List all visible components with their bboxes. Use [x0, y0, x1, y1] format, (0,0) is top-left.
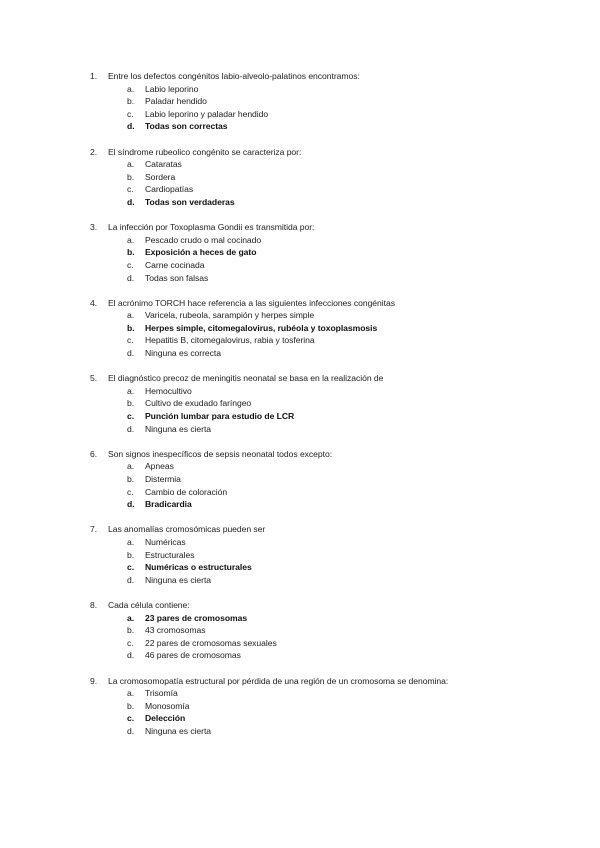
- question-item: [90, 599, 570, 662]
- question-text: El diagnóstico precoz de meningitis neonatal se basa en la realización de: [108, 373, 384, 384]
- option-text: Distermia: [145, 474, 181, 484]
- answer-option: [90, 397, 570, 410]
- option-text: Herpes simple, citomegalovirus, rubéola y toxoplasmosis: [145, 322, 378, 333]
- option-letter: b.: [127, 625, 135, 636]
- option-text: Todas son falsas: [145, 272, 209, 283]
- question-line: [90, 70, 570, 83]
- option-text: Delección: [145, 713, 186, 724]
- option-letter: a.: [127, 612, 135, 623]
- option-text: Cataratas: [145, 159, 182, 170]
- question-text: El acrónimo TORCH hace referencia a las siguientes infecciones congénitas: [108, 297, 395, 308]
- answer-option-correct: [90, 246, 570, 259]
- option-letter: c.: [127, 184, 134, 195]
- option-letter: a.: [127, 688, 135, 699]
- answer-option-correct: [90, 410, 570, 423]
- answer-option-correct: [90, 498, 570, 511]
- option-letter: d.: [127, 725, 135, 736]
- option-text: Ninguna es correcta: [145, 348, 221, 359]
- question-list: [90, 70, 570, 750]
- answer-option: [90, 549, 570, 562]
- option-text: 23 pares de cromosomas: [145, 612, 248, 623]
- question-text: La cromosomopatía estructural por pérdida de una región de un cromosoma se denomina:: [108, 675, 449, 686]
- answer-option: [90, 158, 570, 171]
- option-text: Cardiopatías: [145, 184, 194, 195]
- option-letter: d.: [127, 348, 135, 359]
- option-text: Carne cocinada: [145, 259, 205, 270]
- option-letter: d.: [127, 423, 135, 434]
- question-text: Entre los defectos congénitos labio-alveolo-palatinos encontramos:: [108, 71, 360, 81]
- option-text: Punción lumbar para estudio de LCR: [145, 411, 295, 422]
- question-text: Las anomalías cromosómicas pueden ser: [108, 524, 266, 535]
- answer-option: [90, 83, 570, 96]
- option-letter: a.: [127, 536, 135, 547]
- option-text: Pescado crudo o mal cocinado: [145, 234, 262, 245]
- option-letter: c.: [127, 562, 135, 573]
- option-letter: a.: [127, 159, 135, 170]
- answer-option: [90, 624, 570, 637]
- option-letter: b.: [127, 474, 135, 484]
- answer-option: [90, 649, 570, 662]
- option-letter: d.: [127, 650, 135, 661]
- option-letter: b.: [127, 247, 135, 258]
- answer-option: [90, 95, 570, 108]
- question-line: [90, 448, 570, 461]
- answer-option: [90, 259, 570, 272]
- option-letter: d.: [127, 121, 135, 132]
- option-text: Todas son correctas: [145, 121, 228, 132]
- question-number: 6.: [90, 448, 98, 459]
- option-text: 43 cromosomas: [145, 625, 206, 636]
- question-text: Cada célula contiene:: [108, 599, 190, 610]
- answer-option: [90, 637, 570, 650]
- answer-option-correct: [90, 612, 570, 625]
- option-text: Monosomía: [145, 700, 190, 711]
- answer-option: [90, 347, 570, 360]
- question-line: [90, 675, 570, 688]
- option-text: Exposición a heces de gato: [145, 247, 257, 258]
- question-number: 8.: [90, 599, 98, 610]
- option-letter: a.: [127, 461, 135, 472]
- answer-option: [90, 687, 570, 700]
- option-text: Bradicardia: [145, 499, 192, 510]
- question-item: [90, 70, 570, 133]
- question-number: 1.: [90, 71, 98, 81]
- question-number: 3.: [90, 222, 98, 233]
- option-letter: b.: [127, 700, 135, 711]
- question-line: [90, 523, 570, 536]
- question-line: [90, 297, 570, 310]
- option-letter: d.: [127, 574, 135, 585]
- answer-option: [90, 700, 570, 713]
- answer-option: [90, 536, 570, 549]
- answer-option-correct: [90, 120, 570, 133]
- answer-option: [90, 473, 570, 486]
- answer-option: [90, 725, 570, 738]
- question-text: El síndrome rubeolico congénito se caracteriza por:: [108, 146, 302, 157]
- option-text: Apneas: [145, 461, 174, 472]
- question-number: 2.: [90, 146, 98, 157]
- option-text: Labio leporino: [145, 83, 199, 94]
- answer-option-correct: [90, 322, 570, 335]
- option-letter: c.: [127, 108, 134, 119]
- option-text: Ninguna es cierta: [145, 574, 212, 585]
- answer-option: [90, 309, 570, 322]
- answer-option: [90, 183, 570, 196]
- answer-option: [90, 460, 570, 473]
- option-letter: b.: [127, 322, 135, 333]
- question-number: 7.: [90, 524, 98, 535]
- option-letter: d.: [127, 196, 135, 207]
- option-letter: c.: [127, 335, 134, 346]
- option-text: Numéricas o estructurales: [145, 562, 252, 573]
- option-text: Estructurales: [145, 549, 195, 560]
- answer-option: [90, 385, 570, 398]
- option-letter: a.: [127, 234, 135, 245]
- question-number: 4.: [90, 297, 98, 308]
- option-text: Trisomía: [145, 688, 178, 699]
- answer-option-correct: [90, 712, 570, 725]
- question-line: [90, 599, 570, 612]
- option-letter: c.: [127, 713, 135, 724]
- option-letter: d.: [127, 272, 135, 283]
- question-text: Son signos inespecíficos de sepsis neonatal todos excepto:: [108, 448, 333, 459]
- option-letter: b.: [127, 549, 135, 560]
- option-text: 22 pares de cromosomas sexuales: [145, 637, 277, 648]
- question-number: 9.: [90, 675, 98, 686]
- answer-option: [90, 171, 570, 184]
- answer-option: [90, 272, 570, 285]
- option-text: 46 pares de cromosomas: [145, 650, 241, 661]
- question-item: [90, 146, 570, 209]
- option-text: Paladar hendido: [145, 96, 207, 107]
- option-letter: c.: [127, 259, 134, 270]
- option-letter: b.: [127, 96, 135, 107]
- option-letter: c.: [127, 486, 134, 497]
- option-text: Hepatitis B, citomegalovirus, rabia y tosferina: [145, 335, 315, 346]
- answer-option: [90, 574, 570, 587]
- question-item: [90, 221, 570, 284]
- question-line: [90, 372, 570, 385]
- answer-option-correct: [90, 196, 570, 209]
- option-letter: b.: [127, 398, 135, 409]
- question-item: [90, 372, 570, 435]
- option-text: Sordera: [145, 171, 176, 182]
- question-item: [90, 297, 570, 360]
- option-letter: d.: [127, 499, 135, 510]
- option-text: Cambio de coloración: [145, 486, 228, 497]
- question-item: [90, 675, 570, 738]
- option-text: Numéricas: [145, 536, 186, 547]
- question-item: [90, 523, 570, 586]
- option-letter: a.: [127, 83, 135, 94]
- question-text: La infección por Toxoplasma Gondii es transmitida por:: [108, 222, 315, 233]
- option-letter: a.: [127, 310, 135, 321]
- question-line: [90, 146, 570, 159]
- option-text: Cultivo de exudado faríngeo: [145, 398, 252, 409]
- option-letter: c.: [127, 411, 135, 422]
- option-text: Todas son verdaderas: [145, 196, 235, 207]
- question-line: [90, 221, 570, 234]
- option-text: Varicela, rubeola, sarampión y herpes simple: [145, 310, 315, 321]
- answer-option-correct: [90, 561, 570, 574]
- answer-option: [90, 234, 570, 247]
- option-letter: c.: [127, 637, 134, 648]
- option-letter: b.: [127, 171, 135, 182]
- question-number: 5.: [90, 373, 98, 384]
- answer-option: [90, 334, 570, 347]
- option-text: Ninguna es cierta: [145, 725, 212, 736]
- question-item: [90, 448, 570, 511]
- answer-option: [90, 486, 570, 499]
- answer-option: [90, 423, 570, 436]
- option-text: Hemocultivo: [145, 385, 192, 396]
- option-letter: a.: [127, 385, 135, 396]
- answer-option: [90, 108, 570, 121]
- option-text: Ninguna es cierta: [145, 423, 212, 434]
- option-text: Labio leporino y paladar hendido: [145, 108, 269, 119]
